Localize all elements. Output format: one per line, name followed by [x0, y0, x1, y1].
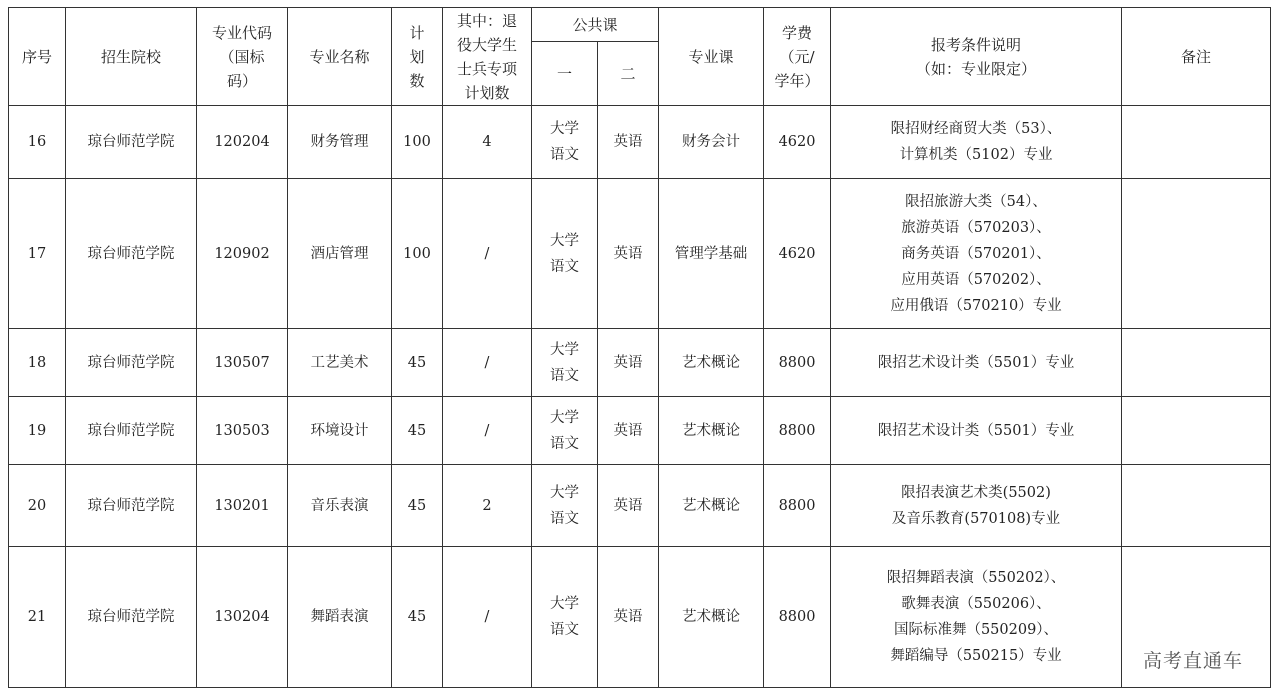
cell-public-1: 大学 语文 — [532, 329, 598, 397]
cell-school: 琼台师范学院 — [66, 397, 197, 465]
cell-code: 120902 — [197, 179, 288, 329]
cell-conditions: 限招财经商贸大类（53）、 计算机类（5102）专业 — [831, 106, 1122, 179]
cell-professional: 艺术概论 — [659, 547, 764, 688]
cell-plan: 100 — [392, 106, 443, 179]
header-tuition: 学费 （元/ 学年） — [764, 8, 831, 106]
cell-public-2: 英语 — [598, 329, 659, 397]
cell-veteran: 4 — [443, 106, 532, 179]
header-plan: 计 划 数 — [392, 8, 443, 106]
cell-public-1: 大学 语文 — [532, 179, 598, 329]
header-school: 招生院校 — [66, 8, 197, 106]
header-public-2: 二 — [598, 42, 659, 106]
header-remarks: 备注 — [1122, 8, 1271, 106]
admissions-table — [8, 7, 1271, 688]
cell-conditions: 限招表演艺术类(5502) 及音乐教育(570108)专业 — [831, 465, 1122, 547]
cell-professional: 艺术概论 — [659, 329, 764, 397]
cell-no: 20 — [9, 465, 66, 547]
cell-professional: 管理学基础 — [659, 179, 764, 329]
header-public: 公共课 — [532, 8, 659, 42]
cell-public-2: 英语 — [598, 465, 659, 547]
cell-public-1: 大学 语文 — [532, 397, 598, 465]
cell-tuition: 8800 — [764, 397, 831, 465]
cell-tuition: 4620 — [764, 179, 831, 329]
cell-plan: 45 — [392, 329, 443, 397]
cell-conditions: 限招舞蹈表演（550202）、 歌舞表演（550206）、 国际标准舞（550209）、 舞蹈编导（550215）专业 — [831, 547, 1122, 688]
cell-code: 130507 — [197, 329, 288, 397]
cell-school: 琼台师范学院 — [66, 329, 197, 397]
header-conditions: 报考条件说明 （如：专业限定） — [831, 8, 1122, 106]
cell-remarks — [1122, 397, 1271, 465]
cell-public-2: 英语 — [598, 179, 659, 329]
cell-school: 琼台师范学院 — [66, 106, 197, 179]
cell-code: 130201 — [197, 465, 288, 547]
cell-school: 琼台师范学院 — [66, 547, 197, 688]
table-row — [9, 465, 1271, 547]
cell-veteran: / — [443, 329, 532, 397]
cell-professional: 艺术概论 — [659, 397, 764, 465]
header-major: 专业名称 — [288, 8, 392, 106]
cell-plan: 45 — [392, 465, 443, 547]
cell-veteran: / — [443, 547, 532, 688]
cell-plan: 45 — [392, 397, 443, 465]
cell-tuition: 8800 — [764, 465, 831, 547]
cell-major: 舞蹈表演 — [288, 547, 392, 688]
table-row — [9, 547, 1271, 688]
header-no: 序号 — [9, 8, 66, 106]
cell-remarks — [1122, 179, 1271, 329]
cell-plan: 45 — [392, 547, 443, 688]
cell-major: 环境设计 — [288, 397, 392, 465]
header-veteran: 其中：退 役大学生 士兵专项 计划数 — [443, 8, 532, 106]
cell-code: 130503 — [197, 397, 288, 465]
cell-school: 琼台师范学院 — [66, 465, 197, 547]
cell-tuition: 8800 — [764, 547, 831, 688]
cell-public-2: 英语 — [598, 547, 659, 688]
cell-no: 18 — [9, 329, 66, 397]
cell-public-2: 英语 — [598, 397, 659, 465]
table-row — [9, 329, 1271, 397]
cell-public-1: 大学 语文 — [532, 106, 598, 179]
cell-veteran: / — [443, 397, 532, 465]
cell-public-1: 大学 语文 — [532, 547, 598, 688]
cell-no: 19 — [9, 397, 66, 465]
cell-conditions: 限招旅游大类（54）、 旅游英语（570203）、 商务英语（570201）、 应用英语（570202）、 应用俄语（570210）专业 — [831, 179, 1122, 329]
cell-school: 琼台师范学院 — [66, 179, 197, 329]
cell-major: 财务管理 — [288, 106, 392, 179]
cell-no: 21 — [9, 547, 66, 688]
cell-veteran: 2 — [443, 465, 532, 547]
cell-tuition: 4620 — [764, 106, 831, 179]
cell-public-1: 大学 语文 — [532, 465, 598, 547]
header-professional: 专业课 — [659, 8, 764, 106]
cell-professional: 艺术概论 — [659, 465, 764, 547]
cell-tuition: 8800 — [764, 329, 831, 397]
header-code: 专业代码 （国标 码） — [197, 8, 288, 106]
table-row — [9, 106, 1271, 179]
cell-no: 17 — [9, 179, 66, 329]
cell-code: 130204 — [197, 547, 288, 688]
cell-veteran: / — [443, 179, 532, 329]
table-row — [9, 397, 1271, 465]
cell-plan: 100 — [392, 179, 443, 329]
cell-major: 音乐表演 — [288, 465, 392, 547]
cell-remarks — [1122, 106, 1271, 179]
cell-public-2: 英语 — [598, 106, 659, 179]
table-row — [9, 179, 1271, 329]
header-public-1: 一 — [532, 42, 598, 106]
cell-professional: 财务会计 — [659, 106, 764, 179]
cell-major: 工艺美术 — [288, 329, 392, 397]
cell-no: 16 — [9, 106, 66, 179]
cell-remarks — [1122, 329, 1271, 397]
cell-remarks — [1122, 465, 1271, 547]
cell-conditions: 限招艺术设计类（5501）专业 — [831, 329, 1122, 397]
cell-major: 酒店管理 — [288, 179, 392, 329]
cell-code: 120204 — [197, 106, 288, 179]
watermark: 高考直通车 — [1143, 650, 1244, 672]
cell-conditions: 限招艺术设计类（5501）专业 — [831, 397, 1122, 465]
